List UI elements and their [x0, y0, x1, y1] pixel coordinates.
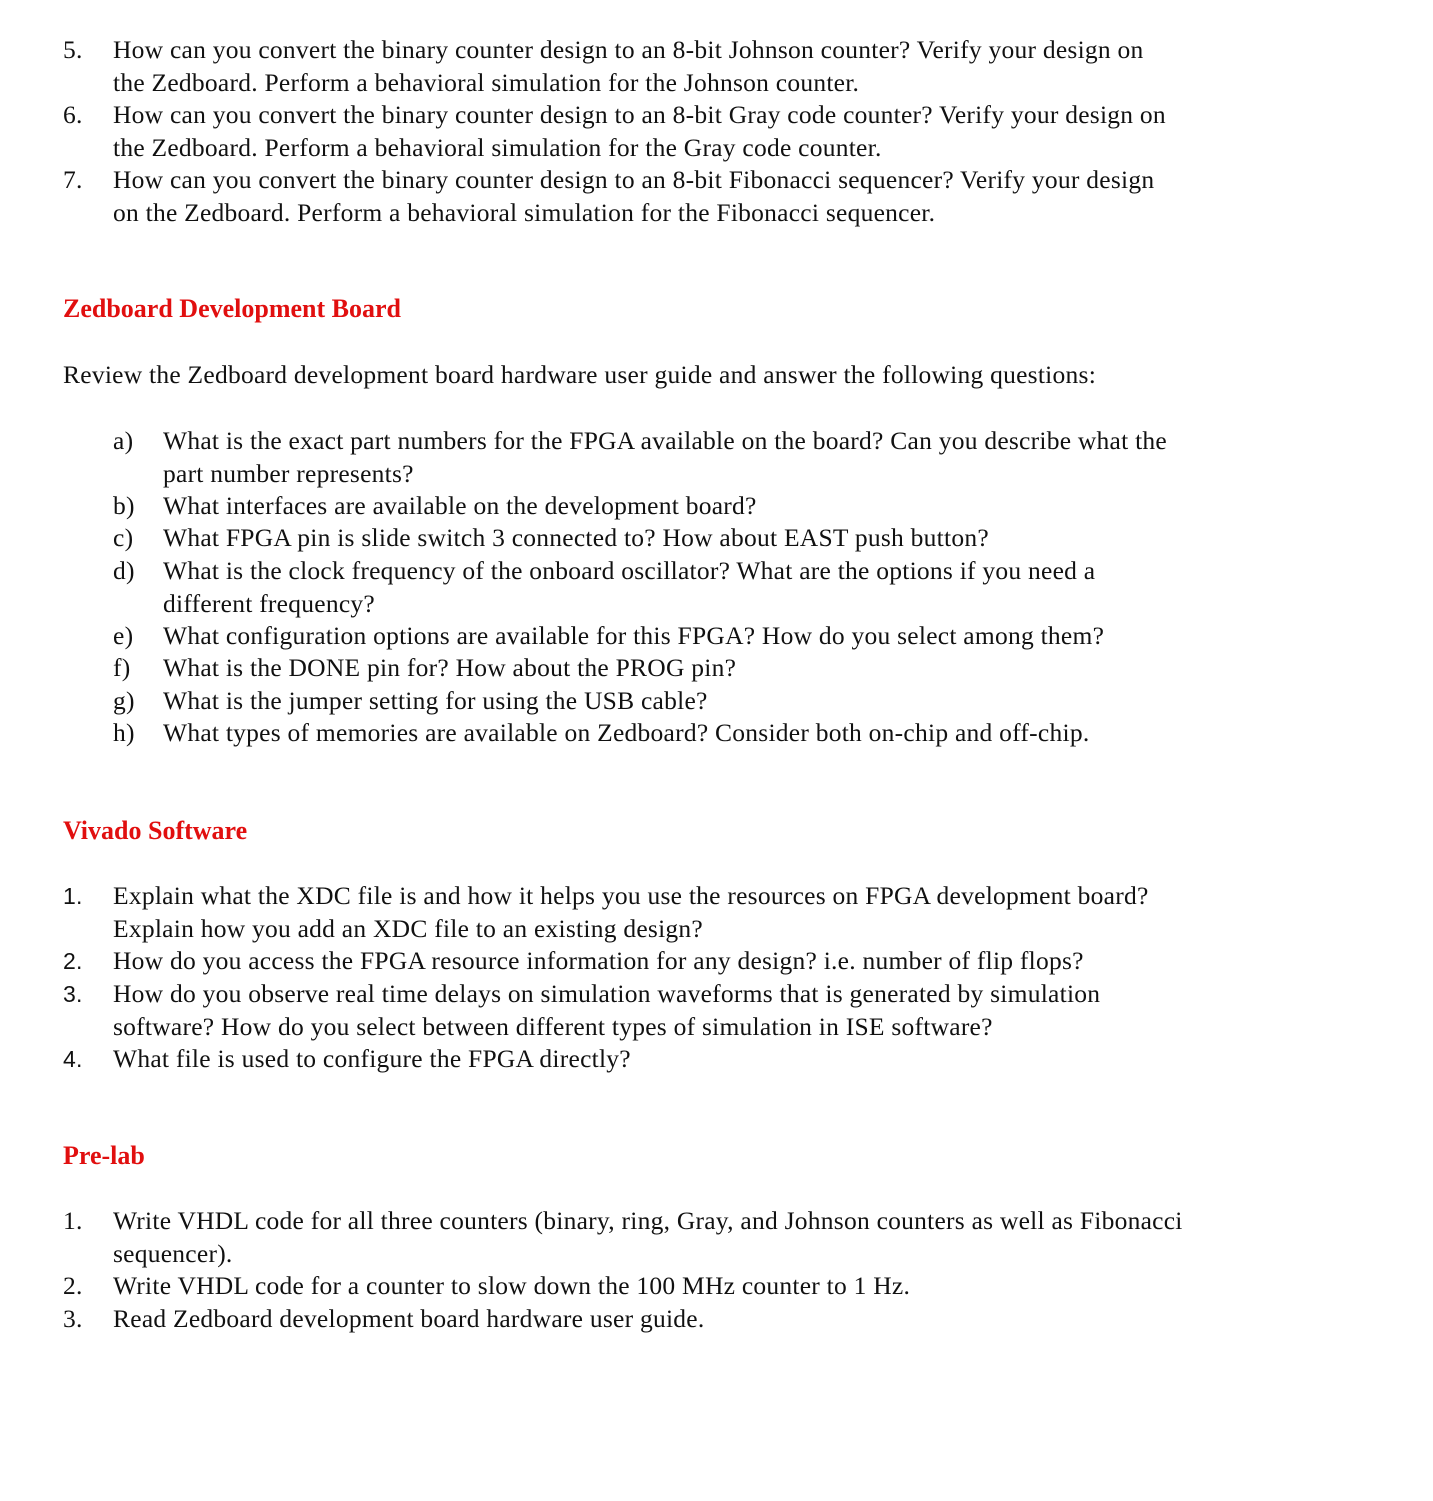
list-item-text [113, 1303, 704, 1336]
list-item-text [113, 1270, 910, 1303]
list-item-text [163, 717, 1089, 750]
list-item-text [163, 685, 708, 718]
text-line: Read Zedboard development board hardware user guide. [113, 1304, 705, 1333]
text-line: the Zedboard. Perform a behavioral simulation for the Johnson counter. [113, 67, 860, 97]
heading-vivado: Vivado Software [63, 816, 248, 845]
text-line: What is the DONE pin for? How about the PROG pin? [163, 653, 737, 682]
list-marker: 1. [63, 1206, 83, 1235]
text-line: Write VHDL code for a counter to slow down the 100 MHz counter to 1 Hz. [113, 1271, 911, 1300]
list-item-text [113, 99, 1166, 164]
list-marker: 7. [63, 165, 83, 194]
text-line: How can you convert the binary counter design to an 8-bit Fibonacci sequencer? Verify your design [113, 165, 1155, 194]
text-line: Explain what the XDC file is and how it helps you use the resources on FPGA development board? [113, 881, 1149, 910]
list-marker: 2. [63, 948, 83, 974]
list-marker: d) [113, 556, 135, 585]
text-line: What is the exact part numbers for the FPGA available on the board? Can you describe what the [163, 426, 1167, 455]
list-marker: 1. [63, 883, 83, 909]
list-marker: g) [113, 686, 135, 715]
heading-zedboard: Zedboard Development Board [63, 294, 401, 323]
text-line: software? How do you select between different types of simulation in ISE software? [113, 1011, 993, 1041]
list-marker: 6. [63, 100, 83, 129]
list-item-text [113, 978, 1100, 1043]
text-line: the Zedboard. Perform a behavioral simulation for the Gray code counter. [113, 132, 882, 162]
text-line: How can you convert the binary counter design to an 8-bit Gray code counter? Verify your design on [113, 100, 1166, 129]
list-marker: 3. [63, 1304, 83, 1333]
text-line: part number represents? [163, 458, 414, 488]
text-line: What is the clock frequency of the onboard oscillator? What are the options if you need a [163, 556, 1096, 585]
text-line: How do you access the FPGA resource information for any design? i.e. number of flip flops? [113, 946, 1084, 975]
list-marker: 2. [63, 1271, 83, 1300]
list-item-text [113, 945, 1084, 978]
list-marker: f) [113, 653, 131, 682]
zedboard-intro: Review the Zedboard development board hardware user guide and answer the following questions: [63, 360, 1097, 389]
text-line: What FPGA pin is slide switch 3 connected to? How about EAST push button? [163, 523, 989, 552]
list-item-text [163, 620, 1104, 653]
list-item-text [113, 880, 1149, 945]
text-line: What interfaces are available on the development board? [163, 491, 757, 520]
list-item-text [163, 555, 1095, 620]
list-marker: e) [113, 621, 134, 650]
list-item-text [163, 652, 736, 685]
list-item-text [113, 1205, 1183, 1270]
text-line: on the Zedboard. Perform a behavioral simulation for the Fibonacci sequencer. [113, 197, 936, 227]
list-item-text [163, 425, 1167, 490]
list-item-text [113, 1043, 631, 1076]
text-line: What configuration options are available for this FPGA? How do you select among them? [163, 621, 1105, 650]
list-marker: 5. [63, 35, 83, 64]
list-item-text [113, 34, 1144, 99]
list-marker: 4. [63, 1046, 83, 1072]
text-line: How can you convert the binary counter design to an 8-bit Johnson counter? Verify your design on [113, 35, 1144, 64]
list-marker: 3. [63, 981, 83, 1007]
list-item-text [163, 490, 757, 523]
list-marker: a) [113, 426, 134, 455]
text-line: sequencer). [113, 1238, 233, 1268]
list-item-text [113, 164, 1154, 229]
list-marker: h) [113, 718, 135, 747]
heading-prelab: Pre-lab [63, 1141, 145, 1170]
list-item-text [163, 522, 989, 555]
text-line: What is the jumper setting for using the USB cable? [163, 686, 708, 715]
list-marker: c) [113, 523, 134, 552]
text-line: Write VHDL code for all three counters (binary, ring, Gray, and Johnson counters as well as Fibonacci [113, 1206, 1183, 1235]
text-line: What types of memories are available on Zedboard? Consider both on-chip and off-chip. [163, 718, 1090, 747]
text-line: different frequency? [163, 588, 375, 618]
list-marker: b) [113, 491, 135, 520]
text-line: What file is used to configure the FPGA directly? [113, 1044, 631, 1073]
text-line: How do you observe real time delays on simulation waveforms that is generated by simulation [113, 979, 1101, 1008]
text-line: Explain how you add an XDC file to an existing design? [113, 913, 703, 943]
